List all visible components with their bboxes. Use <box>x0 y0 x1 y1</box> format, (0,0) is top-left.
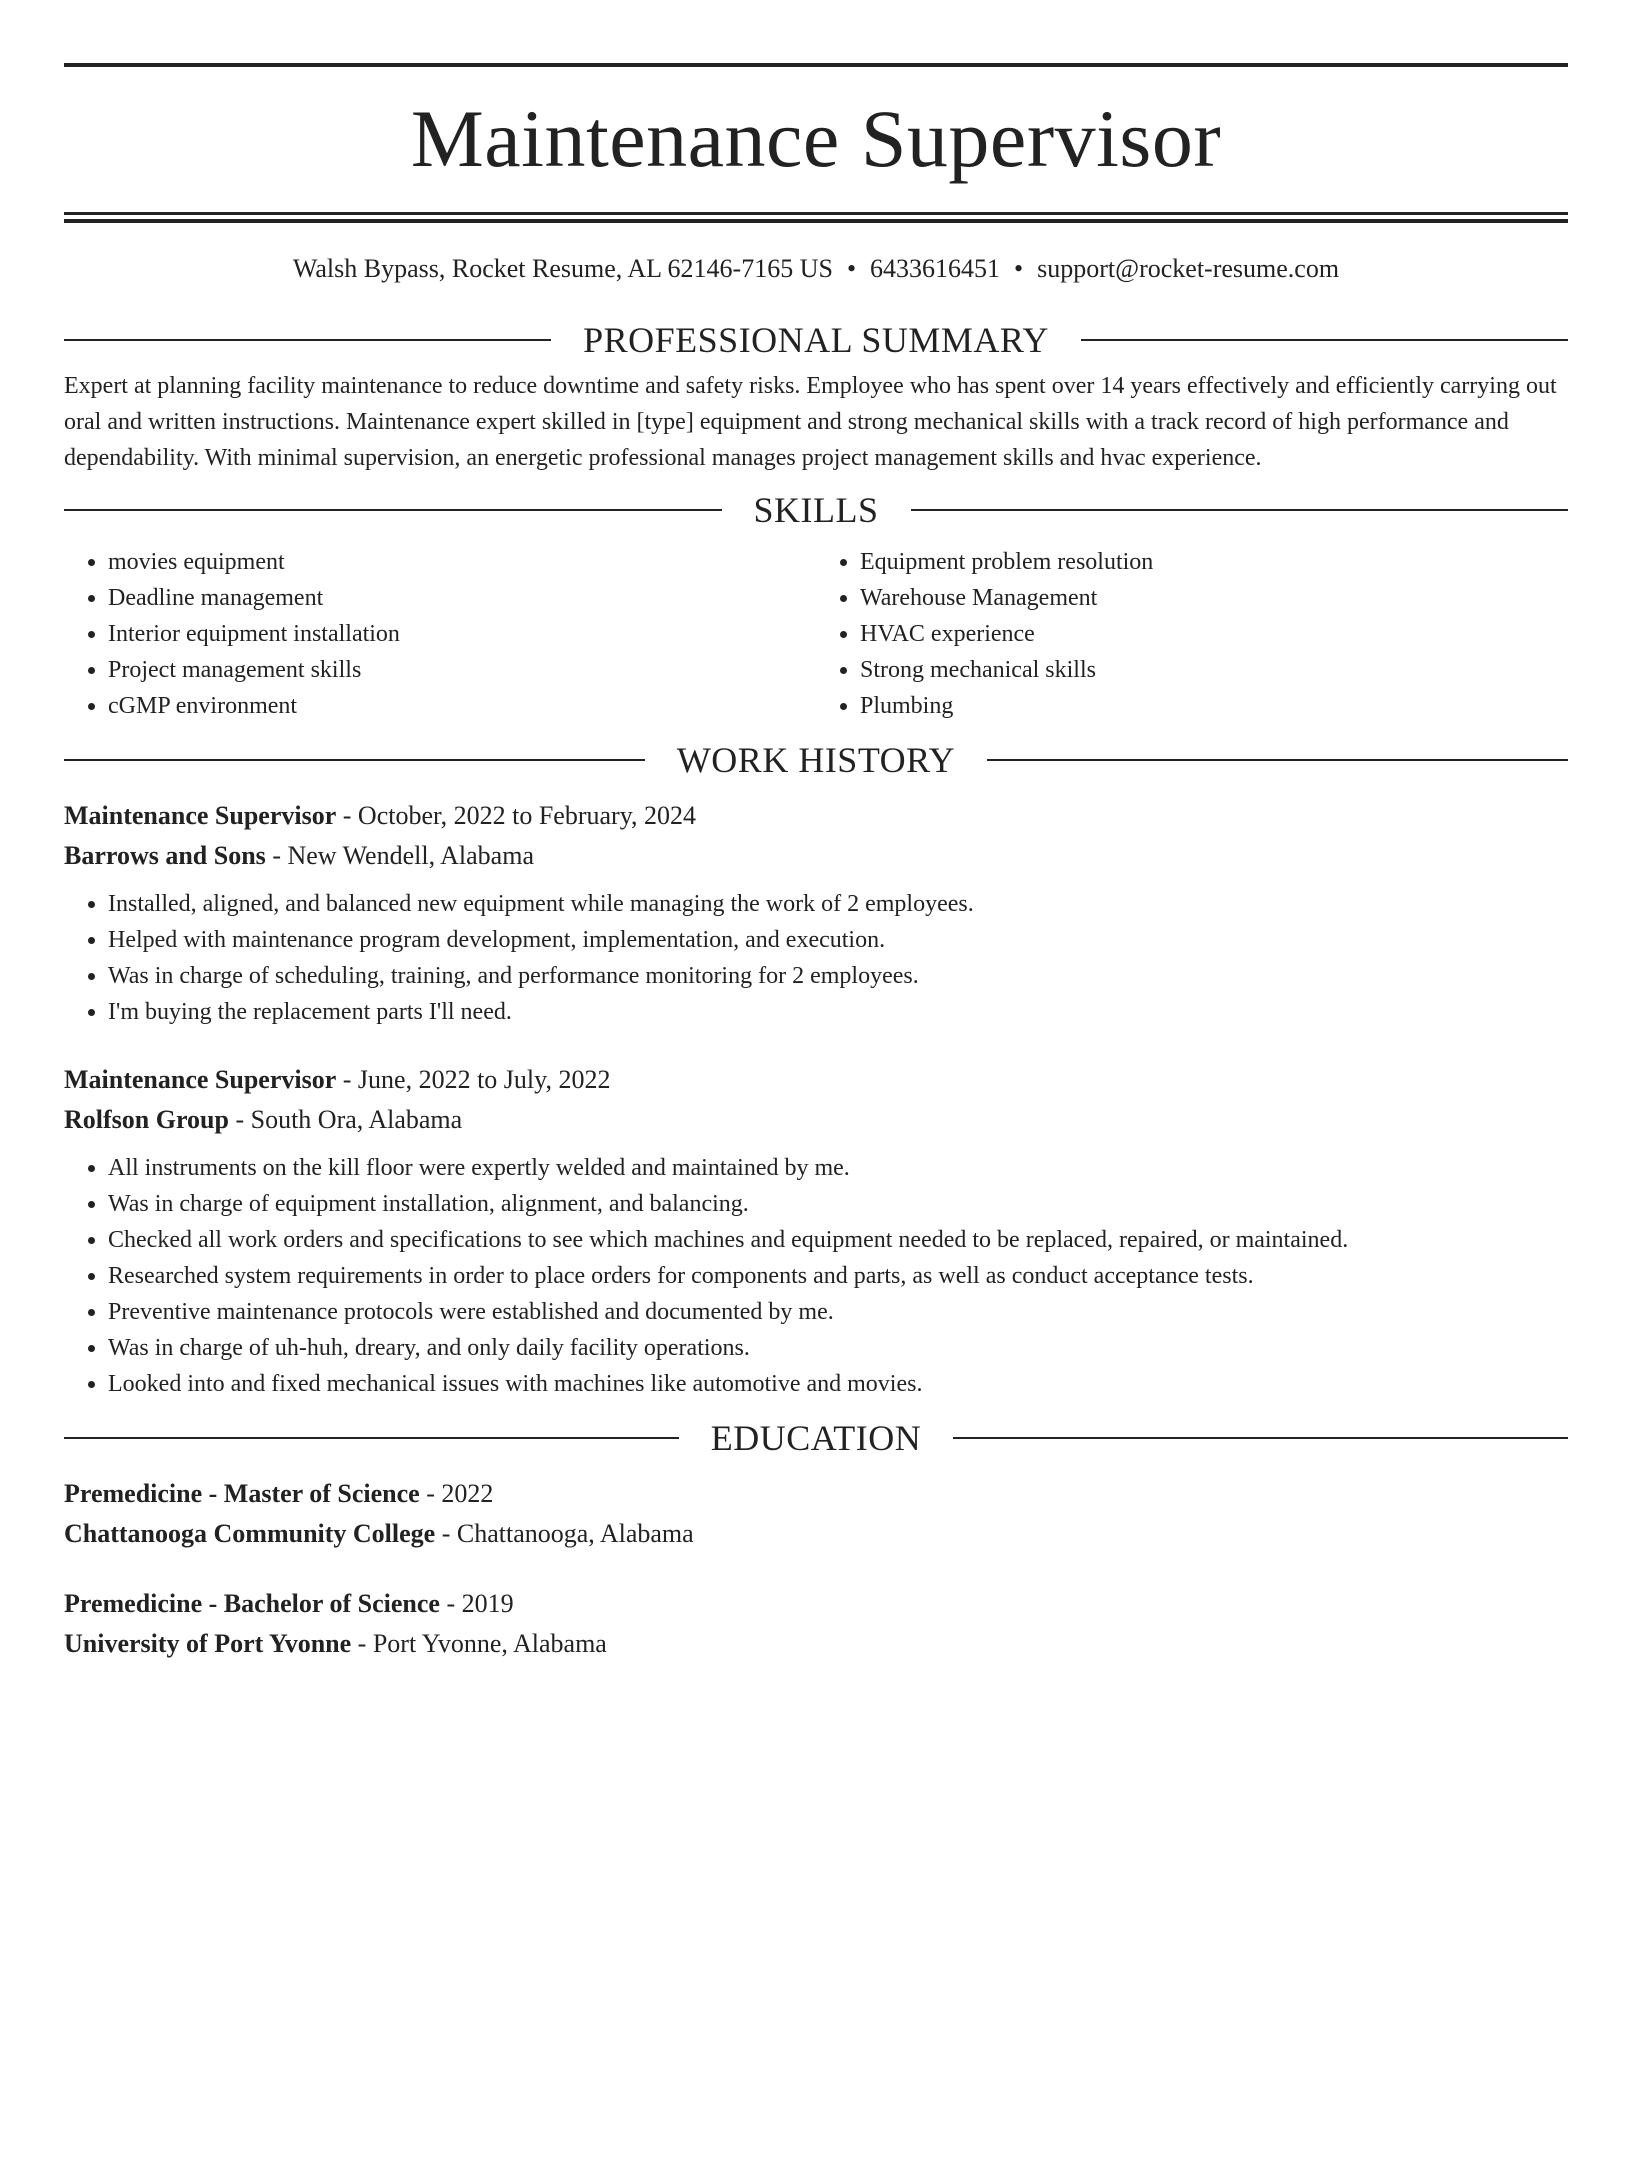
education-degree: Premedicine - Master of Science <box>64 1479 420 1508</box>
contact-separator: • <box>1014 254 1024 283</box>
section-divider <box>911 509 1569 511</box>
job-bullet: • I'm buying the replacement parts I'll need. <box>108 994 1568 1030</box>
summary-section-heading <box>64 318 1568 362</box>
resume-name: Maintenance Supervisor <box>410 93 1222 184</box>
skill-item: • Equipment problem resolution <box>860 544 1568 580</box>
education-school-line <box>64 1514 1568 1554</box>
section-divider <box>64 759 645 761</box>
skill-item: • movies equipment <box>108 544 816 580</box>
education-degree-line <box>64 1474 1568 1514</box>
skill-item: • Project management skills <box>108 652 816 688</box>
education-degree: Premedicine - Bachelor of Science <box>64 1589 440 1618</box>
work-section-heading <box>64 738 1568 782</box>
job-bullet: • Checked all work orders and specifications to see which machines and equipment needed to be replaced, repaired, or maintained. <box>108 1222 1568 1258</box>
job-title-line <box>64 1060 1568 1100</box>
section-divider <box>64 509 722 511</box>
job-bullet: • Researched system requirements in order to place orders for components and parts, as well as conduct acceptance tests. <box>108 1258 1568 1294</box>
education-section-heading <box>64 1416 1568 1460</box>
section-divider <box>64 339 551 341</box>
summary-text: Expert at planning facility maintenance to reduce downtime and safety risks. Employee who has spent over 14 years effectively and efficiently carrying out oral and written instructions. Maintenance expert skilled in [type] equipment and strong mechanical skills with a track record of high performance and dependability. With minimal supervision, an energetic professional manages project management skills and hvac experience. <box>64 373 1557 471</box>
job-bullets <box>64 886 1568 1030</box>
job-company-line <box>64 836 1568 876</box>
education-location: - Port Yvonne, Alabama <box>351 1629 607 1658</box>
skill-item: • Plumbing <box>860 688 1568 724</box>
skills-section-heading <box>64 488 1568 532</box>
skill-item: • Interior equipment installation <box>108 616 816 652</box>
section-divider <box>987 759 1568 761</box>
job-role: Maintenance Supervisor <box>64 1065 337 1094</box>
job-location: - New Wendell, Alabama <box>265 841 534 870</box>
education-title: EDUCATION <box>710 1418 922 1458</box>
job-bullet: • Was in charge of scheduling, training, and performance monitoring for 2 employees. <box>108 958 1568 994</box>
skills-column-left <box>64 544 816 724</box>
job-entry <box>64 1060 1568 1402</box>
job-bullet: • Looked into and fixed mechanical issues with machines like automotive and movies. <box>108 1366 1568 1402</box>
skill-item: • cGMP environment <box>108 688 816 724</box>
education-degree-line <box>64 1584 1568 1624</box>
education-location: - Chattanooga, Alabama <box>435 1519 694 1548</box>
education-year: - 2019 <box>439 1589 514 1618</box>
contact-email: support@rocket-resume.com <box>1037 254 1340 283</box>
job-entry <box>64 796 1568 1030</box>
education-school: University of Port Yvonne <box>64 1629 352 1658</box>
job-bullet: • All instruments on the kill floor were expertly welded and maintained by me. <box>108 1150 1568 1186</box>
skills-title: SKILLS <box>753 490 879 530</box>
education-school: Chattanooga Community College <box>64 1519 436 1548</box>
education-school-line <box>64 1624 1568 1664</box>
job-role: Maintenance Supervisor <box>64 801 337 830</box>
skills-column-right <box>816 544 1568 724</box>
header-top-rule <box>64 63 1568 67</box>
header-double-rule <box>64 212 1568 223</box>
job-bullet: • Preventive maintenance protocols were established and documented by me. <box>108 1294 1568 1330</box>
contact-address: Walsh Bypass, Rocket Resume, AL 62146-7165 US <box>292 254 833 283</box>
job-dates: - June, 2022 to July, 2022 <box>336 1065 611 1094</box>
job-dates: - October, 2022 to February, 2024 <box>336 801 697 830</box>
work-title: WORK HISTORY <box>676 740 956 780</box>
skill-item: • HVAC experience <box>860 616 1568 652</box>
job-bullet: • Installed, aligned, and balanced new equipment while managing the work of 2 employees. <box>108 886 1568 922</box>
job-bullet: • Helped with maintenance program development, implementation, and execution. <box>108 922 1568 958</box>
skill-item: • Warehouse Management <box>860 580 1568 616</box>
education-year: - 2022 <box>419 1479 494 1508</box>
skill-item: • Deadline management <box>108 580 816 616</box>
job-title-line <box>64 796 1568 836</box>
contact-separator: • <box>846 254 857 283</box>
skills-list <box>64 544 1568 724</box>
contact-line <box>64 251 1568 287</box>
skill-item: • Strong mechanical skills <box>860 652 1568 688</box>
job-company-line <box>64 1100 1568 1140</box>
job-bullets <box>64 1150 1568 1402</box>
job-company: Barrows and Sons <box>64 841 266 870</box>
summary-title: PROFESSIONAL SUMMARY <box>583 320 1049 360</box>
education-entry <box>64 1474 1568 1554</box>
section-divider <box>1081 339 1568 341</box>
section-divider <box>64 1437 679 1439</box>
job-location: - South Ora, Alabama <box>228 1105 463 1134</box>
section-divider <box>953 1437 1568 1439</box>
job-bullet: • Was in charge of uh-huh, dreary, and only daily facility operations. <box>108 1330 1568 1366</box>
job-company: Rolfson Group <box>64 1105 229 1134</box>
resume-page <box>0 63 1632 2175</box>
job-bullet: • Was in charge of equipment installation, alignment, and balancing. <box>108 1186 1568 1222</box>
education-entry <box>64 1584 1568 1664</box>
contact-phone: 6433616451 <box>870 254 1001 283</box>
